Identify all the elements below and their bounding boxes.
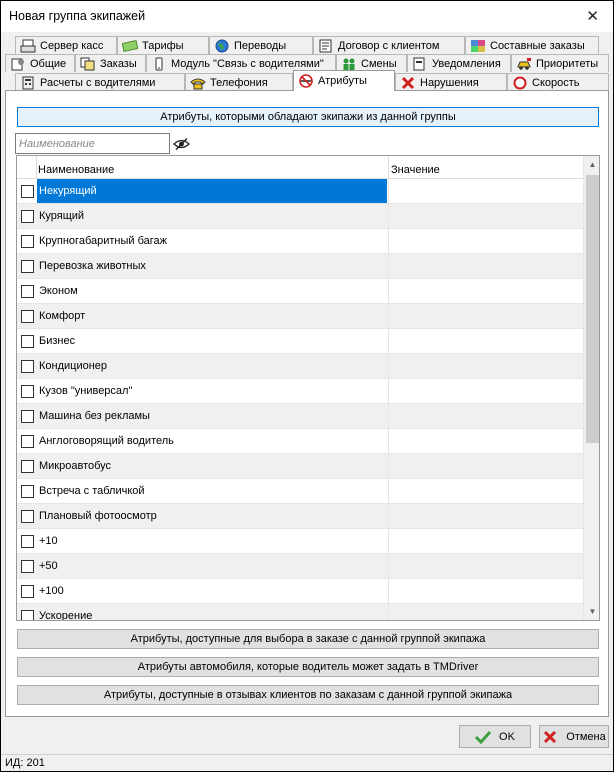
tab-label: Договор с клиентом xyxy=(338,39,440,52)
row-name-cell[interactable]: Комфорт xyxy=(39,310,86,322)
table-row[interactable] xyxy=(17,504,583,529)
scroll-up-icon[interactable]: ▲ xyxy=(588,160,597,169)
row-name-cell[interactable]: Ускорение xyxy=(39,610,93,621)
tab-notifications[interactable] xyxy=(407,54,511,72)
violation-icon xyxy=(400,76,416,90)
title-bar xyxy=(1,1,613,32)
table-row[interactable] xyxy=(17,379,583,404)
row-value-cell[interactable] xyxy=(388,279,583,303)
tab-general[interactable] xyxy=(5,54,75,72)
speed-limit-icon xyxy=(512,76,528,90)
row-value-cell[interactable] xyxy=(388,479,583,503)
table-row[interactable] xyxy=(17,354,583,379)
cancel-button[interactable] xyxy=(539,725,609,748)
status-bar xyxy=(1,754,613,771)
section-order-attributes-button[interactable]: Атрибуты, доступные для выбора в заказе с данной группой экипажа xyxy=(17,629,599,649)
row-name-cell[interactable]: Встреча с табличкой xyxy=(39,485,145,497)
tariff-icon xyxy=(122,39,138,53)
table-row[interactable] xyxy=(17,479,583,504)
table-row[interactable] xyxy=(17,254,583,279)
row-name-cell[interactable]: Англоговорящий водитель xyxy=(39,435,174,447)
tab-label: Заказы xyxy=(100,57,137,70)
tab-attributes[interactable] xyxy=(293,70,395,91)
orders-icon xyxy=(80,57,96,71)
tab-telephony[interactable] xyxy=(185,73,293,91)
scroll-thumb[interactable] xyxy=(586,175,599,443)
row-checkbox[interactable] xyxy=(21,310,34,323)
row-checkbox[interactable] xyxy=(21,485,34,498)
table-body xyxy=(17,179,583,621)
tab-label: Уведомления xyxy=(432,57,501,70)
row-name-cell[interactable]: Бизнес xyxy=(39,335,76,347)
driver-link-icon xyxy=(151,57,167,71)
section-own-attributes-button[interactable]: Атрибуты, которыми обладают экипажи из данной группы xyxy=(17,107,599,127)
scroll-down-icon[interactable]: ▼ xyxy=(588,607,597,616)
row-value-cell[interactable] xyxy=(388,554,583,578)
row-name-cell[interactable]: Кузов "универсал" xyxy=(39,385,133,397)
section-review-attributes-button[interactable]: Атрибуты, доступные в отзывах клиентов по заказам с данной группой экипажа xyxy=(17,685,599,705)
checkmark-icon xyxy=(475,730,491,744)
row-value-cell[interactable] xyxy=(388,604,583,621)
shifts-icon xyxy=(341,57,357,71)
tab-label: Атрибуты xyxy=(318,75,367,87)
puzzle-icon xyxy=(470,39,486,53)
row-value-cell[interactable] xyxy=(388,254,583,278)
row-name-cell[interactable]: Эконом xyxy=(39,285,78,297)
tab-label: Модуль "Связь с водителями" xyxy=(171,57,324,70)
row-value-cell[interactable] xyxy=(388,429,583,453)
row-checkbox[interactable] xyxy=(21,235,34,248)
tab-cash-server[interactable] xyxy=(15,36,117,54)
table-row[interactable] xyxy=(17,579,583,604)
ok-label: OK xyxy=(499,730,515,743)
tab-row-3 xyxy=(1,73,613,91)
row-value-cell[interactable] xyxy=(388,404,583,428)
close-icon[interactable]: ✕ xyxy=(586,8,599,25)
row-checkbox[interactable] xyxy=(21,585,34,598)
row-name-cell[interactable]: +100 xyxy=(39,585,64,597)
row-value-cell[interactable] xyxy=(388,529,583,553)
row-value-cell[interactable] xyxy=(388,204,583,228)
tab-label: Общие xyxy=(30,57,67,70)
row-checkbox[interactable] xyxy=(21,185,34,198)
row-checkbox[interactable] xyxy=(21,360,34,373)
row-value-cell[interactable] xyxy=(388,304,583,328)
tab-orders[interactable] xyxy=(75,54,146,72)
cross-icon xyxy=(542,730,558,744)
table-header xyxy=(17,156,583,179)
attributes-table xyxy=(16,155,600,621)
tab-translations[interactable] xyxy=(209,36,313,54)
table-row[interactable] xyxy=(17,179,583,204)
no-smoking-icon xyxy=(298,74,314,88)
cash-server-icon xyxy=(20,39,36,53)
tab-client-contract[interactable] xyxy=(313,36,465,54)
ok-button[interactable] xyxy=(459,725,531,748)
priorities-icon xyxy=(516,57,532,71)
table-row[interactable] xyxy=(17,554,583,579)
row-value-cell[interactable] xyxy=(388,229,583,253)
tab-priorities[interactable] xyxy=(511,54,609,72)
column-header-value[interactable]: Значение xyxy=(391,164,440,176)
table-row[interactable] xyxy=(17,404,583,429)
table-row[interactable] xyxy=(17,204,583,229)
calculator-icon xyxy=(20,76,36,90)
search-input[interactable] xyxy=(15,133,170,154)
contract-icon xyxy=(318,39,334,53)
row-checkbox[interactable] xyxy=(21,410,34,423)
row-name-cell[interactable]: Курящий xyxy=(39,210,85,222)
tab-row-1 xyxy=(1,36,613,54)
eye-slash-icon[interactable] xyxy=(173,137,190,151)
row-checkbox[interactable] xyxy=(21,285,34,298)
tab-label: Сервер касс xyxy=(40,39,104,52)
row-checkbox[interactable] xyxy=(21,210,34,223)
tab-driver-payments[interactable] xyxy=(15,73,185,91)
row-name-cell[interactable]: Некурящий xyxy=(37,179,387,203)
row-name-cell[interactable]: +50 xyxy=(39,560,58,572)
column-header-name[interactable]: Наименование xyxy=(38,164,115,176)
tab-label: Смены xyxy=(361,57,397,70)
row-checkbox[interactable] xyxy=(21,260,34,273)
table-row[interactable] xyxy=(17,429,583,454)
table-row[interactable] xyxy=(17,454,583,479)
tab-label: Переводы xyxy=(234,39,287,52)
row-name-cell[interactable]: Крупногабаритный багаж xyxy=(39,235,167,247)
tab-label: Приоритеты xyxy=(536,57,599,70)
tab-label: Нарушения xyxy=(420,76,479,89)
table-row[interactable] xyxy=(17,304,583,329)
tab-speed[interactable] xyxy=(507,73,609,91)
group-id-text: ИД: 201 xyxy=(5,757,45,769)
globe-icon xyxy=(214,39,230,53)
tab-composite-orders[interactable] xyxy=(465,36,599,54)
row-checkbox[interactable] xyxy=(21,610,34,621)
row-name-cell[interactable]: +10 xyxy=(39,535,58,547)
section-vehicle-attributes-button[interactable]: Атрибуты автомобиля, которые водитель может задать в TMDriver xyxy=(17,657,599,677)
tab-label: Тарифы xyxy=(142,39,184,52)
row-checkbox[interactable] xyxy=(21,535,34,548)
row-value-cell[interactable] xyxy=(388,354,583,378)
row-checkbox[interactable] xyxy=(21,435,34,448)
phone-icon xyxy=(190,76,206,90)
row-checkbox[interactable] xyxy=(21,560,34,573)
row-checkbox[interactable] xyxy=(21,510,34,523)
general-icon xyxy=(10,57,26,71)
row-name-cell[interactable]: Кондиционер xyxy=(39,360,108,372)
row-value-cell[interactable] xyxy=(388,579,583,603)
tab-violations[interactable] xyxy=(395,73,507,91)
row-value-cell[interactable] xyxy=(388,179,583,203)
tab-label: Составные заказы xyxy=(490,39,585,52)
window-title: Новая группа экипажей xyxy=(9,9,146,23)
table-row[interactable] xyxy=(17,279,583,304)
vertical-scrollbar[interactable] xyxy=(583,156,600,620)
table-row[interactable] xyxy=(17,329,583,354)
table-row[interactable] xyxy=(17,229,583,254)
table-row[interactable] xyxy=(17,604,583,621)
row-name-cell[interactable]: Машина без рекламы xyxy=(39,410,150,422)
row-value-cell[interactable] xyxy=(388,454,583,478)
row-checkbox[interactable] xyxy=(21,385,34,398)
row-checkbox[interactable] xyxy=(21,460,34,473)
table-row[interactable] xyxy=(17,529,583,554)
row-value-cell[interactable] xyxy=(388,379,583,403)
tab-label: Скорость xyxy=(532,76,580,89)
notifications-icon xyxy=(412,57,428,71)
cancel-label: Отмена xyxy=(566,730,606,743)
row-value-cell[interactable] xyxy=(388,504,583,528)
row-name-cell[interactable]: Перевозка животных xyxy=(39,260,146,272)
row-name-cell[interactable]: Плановый фотоосмотр xyxy=(39,510,157,522)
row-name-cell[interactable]: Микроавтобус xyxy=(39,460,112,472)
tab-label: Телефония xyxy=(210,76,268,89)
row-checkbox[interactable] xyxy=(21,335,34,348)
tab-tariffs[interactable] xyxy=(117,36,209,54)
row-value-cell[interactable] xyxy=(388,329,583,353)
tab-label: Расчеты с водителями xyxy=(40,76,156,89)
